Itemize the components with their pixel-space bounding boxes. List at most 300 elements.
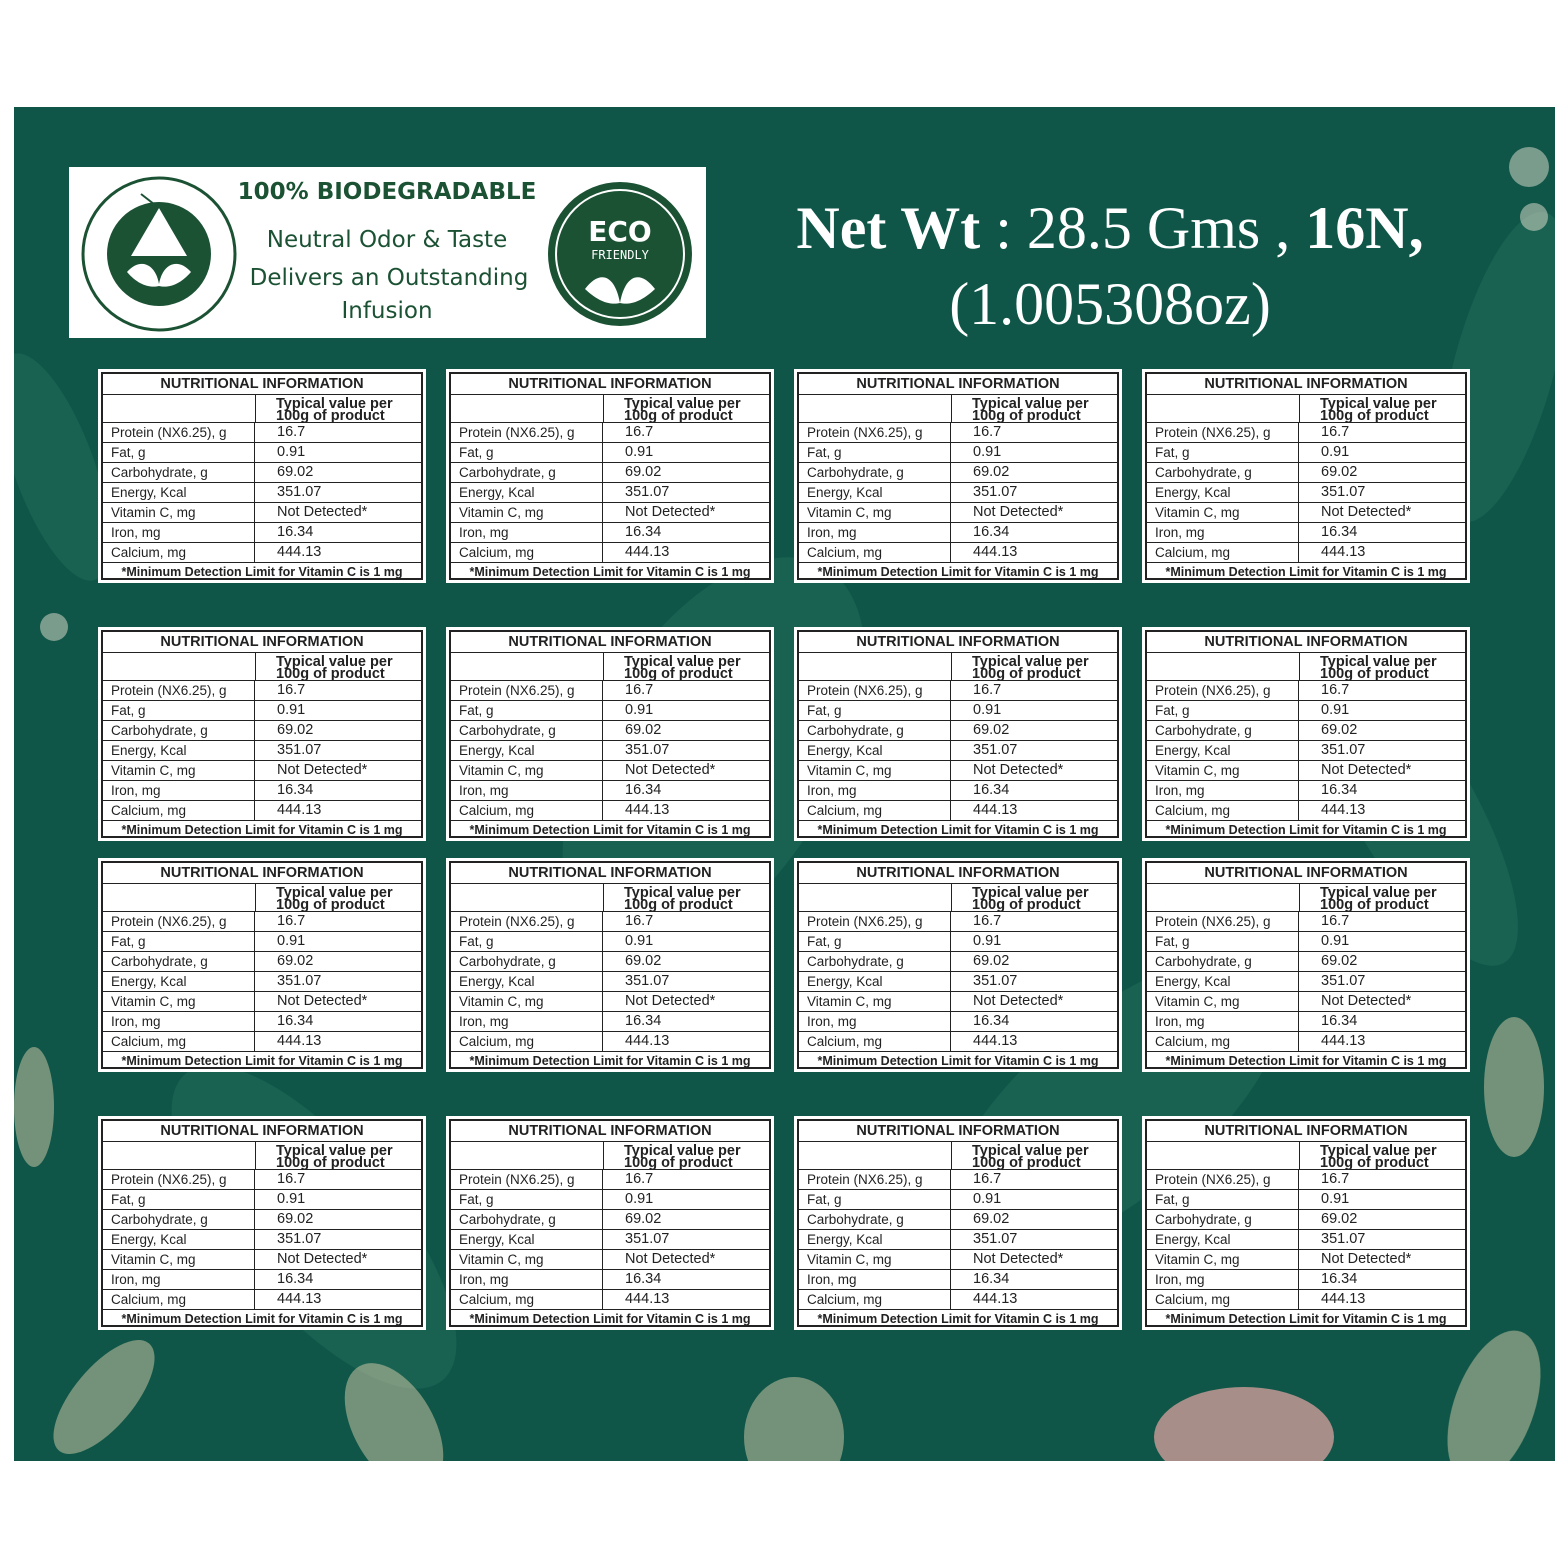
- nutrient-name: Vitamin C, mg: [799, 992, 951, 1011]
- nutrition-row: [799, 741, 1117, 761]
- nutrition-table: [1142, 369, 1470, 583]
- nutrition-row: [1147, 1190, 1465, 1210]
- nutrient-name: Fat, g: [451, 1190, 603, 1209]
- nutrition-row: [799, 701, 1117, 721]
- nutrition-row: [1147, 972, 1465, 992]
- nutrient-value: 16.34: [973, 1271, 1010, 1287]
- nutrition-column-header: Typical value per 100g of product: [972, 1143, 1089, 1171]
- nutrient-value: 69.02: [1321, 464, 1358, 480]
- nutrition-row: [1147, 423, 1465, 443]
- nutrient-value: 444.13: [625, 1291, 670, 1307]
- nutrition-footnote: *Minimum Detection Limit for Vitamin C is 1 mg: [817, 1054, 1099, 1068]
- nutrition-row: [1147, 1230, 1465, 1250]
- nutrition-footnote: *Minimum Detection Limit for Vitamin C is 1 mg: [817, 565, 1099, 579]
- nutrient-value: Not Detected*: [1321, 993, 1412, 1009]
- nutrition-row: [103, 912, 421, 932]
- nutrition-footnote: *Minimum Detection Limit for Vitamin C is 1 mg: [121, 823, 403, 837]
- nutrient-name: Energy, Kcal: [1147, 1230, 1299, 1249]
- nutrient-name: Energy, Kcal: [1147, 972, 1299, 991]
- nutrient-value: 0.91: [625, 933, 654, 949]
- nutrient-name: Vitamin C, mg: [799, 761, 951, 780]
- nutrient-name: Calcium, mg: [799, 1290, 951, 1309]
- nutrient-name: Vitamin C, mg: [799, 1250, 951, 1269]
- nutrition-table: [98, 627, 426, 841]
- nutrient-name: Carbohydrate, g: [799, 952, 951, 971]
- nutrition-row: [103, 701, 421, 721]
- nutrient-value: 69.02: [277, 722, 314, 738]
- nutrient-value: Not Detected*: [973, 993, 1064, 1009]
- nutrition-row: [103, 801, 421, 821]
- nutrition-column-header: Typical value per 100g of product: [1320, 654, 1437, 682]
- nutrient-name: Calcium, mg: [451, 543, 603, 562]
- nutrient-value: 444.13: [973, 802, 1018, 818]
- nutrient-name: Fat, g: [799, 1190, 951, 1209]
- nutrition-footnote: *Minimum Detection Limit for Vitamin C is 1 mg: [1165, 565, 1447, 579]
- nutrient-name: Carbohydrate, g: [451, 952, 603, 971]
- nutrition-title: NUTRITIONAL INFORMATION: [799, 863, 1117, 884]
- net-weight-label: Net Wt: [796, 195, 981, 261]
- nutrient-name: Protein (NX6.25), g: [1147, 423, 1299, 442]
- nutrient-name: Fat, g: [451, 443, 603, 462]
- nutrient-value: 16.7: [973, 913, 1002, 929]
- nutrition-column-header: Typical value per 100g of product: [624, 1143, 741, 1171]
- biodegradable-badge: [69, 167, 706, 338]
- nutrition-row: [451, 781, 769, 801]
- nutrient-name: Carbohydrate, g: [1147, 1210, 1299, 1229]
- nutrient-value: 0.91: [1321, 1191, 1350, 1207]
- nutrition-column-header: Typical value per 100g of product: [1320, 885, 1437, 913]
- nutrient-value: 444.13: [1321, 1033, 1366, 1049]
- nutrient-value: 351.07: [277, 973, 322, 989]
- nutrient-value: 0.91: [1321, 933, 1350, 949]
- nutrient-value: 351.07: [1321, 1231, 1366, 1247]
- nutrient-name: Protein (NX6.25), g: [451, 1170, 603, 1189]
- nutrition-row: [799, 543, 1117, 563]
- nutrient-name: Energy, Kcal: [799, 741, 951, 760]
- nutrient-name: Vitamin C, mg: [103, 503, 255, 522]
- nutrition-row: [103, 741, 421, 761]
- nutrient-value: 69.02: [625, 722, 662, 738]
- nutrient-name: Calcium, mg: [451, 801, 603, 820]
- nutrition-row: [451, 1230, 769, 1250]
- nutrition-row: [451, 483, 769, 503]
- nutrition-row: [451, 1270, 769, 1290]
- nutrition-row: [799, 1190, 1117, 1210]
- renewable-materials-seal-icon: [79, 174, 239, 334]
- nutrient-value: 16.7: [973, 424, 1002, 440]
- nutrition-row: [103, 1190, 421, 1210]
- nutrition-row: [1147, 1270, 1465, 1290]
- nutrition-row: [799, 423, 1117, 443]
- nutrition-title: NUTRITIONAL INFORMATION: [451, 863, 769, 884]
- nutrient-name: Fat, g: [799, 701, 951, 720]
- nutrient-name: Vitamin C, mg: [103, 761, 255, 780]
- nutrient-value: 351.07: [625, 742, 670, 758]
- nutrient-name: Vitamin C, mg: [1147, 503, 1299, 522]
- nutrient-name: Protein (NX6.25), g: [103, 681, 255, 700]
- nutrition-row: [451, 972, 769, 992]
- nutrition-row: [103, 1270, 421, 1290]
- nutrient-value: 0.91: [973, 1191, 1002, 1207]
- net-weight-ounces: (1.005308oz): [949, 271, 1271, 337]
- nutrient-value: 351.07: [973, 973, 1018, 989]
- nutrition-row: [1147, 681, 1465, 701]
- nutrient-name: Iron, mg: [103, 1012, 255, 1031]
- nutrient-value: 69.02: [973, 1211, 1010, 1227]
- nutrition-row: [1147, 483, 1465, 503]
- nutrition-row: [799, 721, 1117, 741]
- nutrient-value: 0.91: [277, 1191, 306, 1207]
- nutrient-value: 444.13: [625, 544, 670, 560]
- nutrient-name: Energy, Kcal: [451, 741, 603, 760]
- nutrient-value: 0.91: [625, 1191, 654, 1207]
- nutrient-value: 351.07: [973, 742, 1018, 758]
- nutrition-table: [446, 627, 774, 841]
- nutrition-row: [799, 761, 1117, 781]
- badge-line-1: Neutral Odor & Taste: [266, 227, 508, 253]
- nutrient-value: 16.7: [1321, 682, 1350, 698]
- nutrient-name: Protein (NX6.25), g: [799, 912, 951, 931]
- nutrient-name: Calcium, mg: [799, 543, 951, 562]
- badge-line-2: Delivers an Outstanding: [249, 265, 529, 291]
- nutrient-name: Energy, Kcal: [1147, 483, 1299, 502]
- nutrient-name: Iron, mg: [799, 781, 951, 800]
- nutrient-name: Protein (NX6.25), g: [799, 423, 951, 442]
- nutrition-table: [98, 369, 426, 583]
- nutrient-name: Iron, mg: [103, 781, 255, 800]
- nutrition-row: [103, 1250, 421, 1270]
- badge-line-3: Infusion: [341, 298, 433, 324]
- net-weight-count: 16N,: [1305, 195, 1424, 261]
- nutrient-name: Calcium, mg: [103, 1032, 255, 1051]
- nutrient-name: Energy, Kcal: [103, 483, 255, 502]
- nutrition-footnote: *Minimum Detection Limit for Vitamin C is 1 mg: [469, 565, 751, 579]
- nutrition-title: NUTRITIONAL INFORMATION: [103, 1121, 421, 1142]
- nutrition-row: [1147, 1032, 1465, 1052]
- nutrient-name: Carbohydrate, g: [799, 463, 951, 482]
- nutrient-value: Not Detected*: [277, 504, 368, 520]
- nutrient-value: 16.7: [625, 1171, 654, 1187]
- nutrient-name: Iron, mg: [451, 781, 603, 800]
- nutrient-value: 0.91: [973, 702, 1002, 718]
- nutrient-value: 16.7: [277, 682, 306, 698]
- nutrient-value: 69.02: [277, 953, 314, 969]
- nutrition-row: [103, 1210, 421, 1230]
- nutrient-name: Iron, mg: [799, 1270, 951, 1289]
- nutrition-row: [799, 1290, 1117, 1310]
- nutrient-name: Vitamin C, mg: [799, 503, 951, 522]
- nutrient-value: Not Detected*: [1321, 504, 1412, 520]
- nutrient-name: Energy, Kcal: [103, 1230, 255, 1249]
- nutrient-value: 444.13: [973, 1291, 1018, 1307]
- nutrition-column-header: Typical value per 100g of product: [972, 885, 1089, 913]
- nutrient-value: 16.7: [277, 424, 306, 440]
- nutrition-title: NUTRITIONAL INFORMATION: [1147, 632, 1465, 653]
- nutrient-name: Fat, g: [1147, 443, 1299, 462]
- nutrition-row: [1147, 523, 1465, 543]
- nutrient-name: Carbohydrate, g: [1147, 952, 1299, 971]
- nutrient-value: 444.13: [625, 1033, 670, 1049]
- nutrient-value: 16.34: [277, 782, 314, 798]
- nutrient-name: Energy, Kcal: [1147, 741, 1299, 760]
- nutrition-row: [451, 912, 769, 932]
- nutrient-value: 444.13: [625, 802, 670, 818]
- nutrient-name: Carbohydrate, g: [103, 1210, 255, 1229]
- nutrient-name: Calcium, mg: [1147, 801, 1299, 820]
- nutrient-name: Fat, g: [103, 1190, 255, 1209]
- nutrition-row: [1147, 781, 1465, 801]
- nutrition-row: [799, 1210, 1117, 1230]
- nutrition-footnote: *Minimum Detection Limit for Vitamin C is 1 mg: [817, 1312, 1099, 1326]
- nutrition-row: [799, 443, 1117, 463]
- nutrition-footnote: *Minimum Detection Limit for Vitamin C is 1 mg: [469, 1054, 751, 1068]
- nutrient-value: 69.02: [1321, 1211, 1358, 1227]
- nutrient-name: Carbohydrate, g: [451, 463, 603, 482]
- nutrition-table: [794, 1116, 1122, 1330]
- nutrient-name: Protein (NX6.25), g: [103, 912, 255, 931]
- nutrient-name: Iron, mg: [451, 1270, 603, 1289]
- nutrition-row: [451, 992, 769, 1012]
- nutrition-row: [103, 781, 421, 801]
- nutrient-value: 16.7: [1321, 913, 1350, 929]
- nutrient-name: Iron, mg: [1147, 523, 1299, 542]
- nutrient-value: Not Detected*: [973, 1251, 1064, 1267]
- nutrient-name: Iron, mg: [451, 523, 603, 542]
- nutrient-name: Energy, Kcal: [103, 972, 255, 991]
- nutrition-table: [98, 1116, 426, 1330]
- nutrient-value: 16.34: [1321, 524, 1358, 540]
- nutrient-value: 0.91: [277, 702, 306, 718]
- nutrient-value: 351.07: [973, 484, 1018, 500]
- nutrient-value: 351.07: [277, 1231, 322, 1247]
- nutrition-row: [799, 483, 1117, 503]
- nutrient-value: 444.13: [277, 1291, 322, 1307]
- nutrition-row: [1147, 932, 1465, 952]
- nutrition-row: [799, 523, 1117, 543]
- nutrition-row: [103, 503, 421, 523]
- nutrition-footnote: *Minimum Detection Limit for Vitamin C is 1 mg: [121, 1054, 403, 1068]
- nutrient-value: 69.02: [1321, 722, 1358, 738]
- nutrition-column-header: Typical value per 100g of product: [624, 396, 741, 424]
- nutrition-column-header: Typical value per 100g of product: [624, 885, 741, 913]
- nutrition-row: [103, 1032, 421, 1052]
- nutrient-value: 444.13: [1321, 1291, 1366, 1307]
- nutrient-value: 444.13: [277, 1033, 322, 1049]
- nutrient-name: Calcium, mg: [451, 1032, 603, 1051]
- nutrition-row: [799, 681, 1117, 701]
- nutrition-row: [1147, 721, 1465, 741]
- nutrition-row: [799, 912, 1117, 932]
- nutrient-value: 16.34: [277, 1271, 314, 1287]
- nutrition-row: [451, 1170, 769, 1190]
- nutrition-footnote: *Minimum Detection Limit for Vitamin C is 1 mg: [121, 1312, 403, 1326]
- nutrition-row: [451, 701, 769, 721]
- nutrition-title: NUTRITIONAL INFORMATION: [103, 374, 421, 395]
- nutrient-name: Calcium, mg: [799, 1032, 951, 1051]
- nutrient-name: Iron, mg: [103, 523, 255, 542]
- nutrient-name: Carbohydrate, g: [799, 721, 951, 740]
- nutrient-value: 0.91: [1321, 702, 1350, 718]
- nutrition-row: [451, 443, 769, 463]
- nutrient-name: Iron, mg: [799, 1012, 951, 1031]
- nutrient-name: Protein (NX6.25), g: [451, 912, 603, 931]
- nutrient-value: 16.34: [973, 524, 1010, 540]
- nutrition-row: [799, 972, 1117, 992]
- nutrition-row: [1147, 761, 1465, 781]
- nutrition-row: [1147, 463, 1465, 483]
- nutrition-table: [794, 858, 1122, 1072]
- nutrient-value: Not Detected*: [625, 993, 716, 1009]
- nutrition-row: [451, 1250, 769, 1270]
- nutrition-row: [799, 992, 1117, 1012]
- nutrition-row: [103, 972, 421, 992]
- nutrient-value: Not Detected*: [973, 504, 1064, 520]
- nutrition-row: [103, 761, 421, 781]
- nutrition-column-header: Typical value per 100g of product: [624, 654, 741, 682]
- nutrition-row: [103, 483, 421, 503]
- nutrient-value: 444.13: [1321, 802, 1366, 818]
- nutrition-row: [451, 761, 769, 781]
- nutrient-name: Carbohydrate, g: [1147, 721, 1299, 740]
- nutrient-value: 16.7: [973, 1171, 1002, 1187]
- nutrition-row: [451, 1032, 769, 1052]
- nutrient-name: Iron, mg: [451, 1012, 603, 1031]
- nutrition-title: NUTRITIONAL INFORMATION: [451, 1121, 769, 1142]
- nutrient-value: Not Detected*: [625, 504, 716, 520]
- nutrition-row: [451, 423, 769, 443]
- nutrition-row: [451, 1290, 769, 1310]
- nutrient-value: Not Detected*: [625, 1251, 716, 1267]
- nutrition-title: NUTRITIONAL INFORMATION: [103, 632, 421, 653]
- nutrient-value: 0.91: [973, 444, 1002, 460]
- nutrient-value: 444.13: [973, 1033, 1018, 1049]
- nutrition-row: [1147, 1170, 1465, 1190]
- nutrient-value: 16.34: [1321, 782, 1358, 798]
- nutrient-value: 351.07: [1321, 973, 1366, 989]
- nutrition-table: [446, 858, 774, 1072]
- nutrition-table: [794, 627, 1122, 841]
- nutrition-row: [451, 932, 769, 952]
- nutrition-column-header: Typical value per 100g of product: [1320, 396, 1437, 424]
- nutrition-row: [1147, 741, 1465, 761]
- nutrient-value: 69.02: [625, 1211, 662, 1227]
- nutrition-row: [1147, 801, 1465, 821]
- nutrient-value: 0.91: [277, 444, 306, 460]
- nutrient-value: 351.07: [625, 484, 670, 500]
- nutrition-row: [103, 721, 421, 741]
- eco-seal-subtext: FRIENDLY: [591, 248, 649, 262]
- nutrient-name: Vitamin C, mg: [451, 992, 603, 1011]
- nutrient-name: Iron, mg: [1147, 781, 1299, 800]
- nutrition-row: [799, 1250, 1117, 1270]
- nutrient-name: Carbohydrate, g: [451, 721, 603, 740]
- nutrient-name: Fat, g: [1147, 932, 1299, 951]
- nutrient-name: Calcium, mg: [799, 801, 951, 820]
- nutrient-name: Vitamin C, mg: [1147, 761, 1299, 780]
- eco-seal-text: ECO: [588, 215, 652, 248]
- nutrition-footnote: *Minimum Detection Limit for Vitamin C is 1 mg: [1165, 823, 1447, 837]
- nutrient-value: 16.7: [973, 682, 1002, 698]
- nutrient-name: Protein (NX6.25), g: [451, 681, 603, 700]
- nutrition-title: NUTRITIONAL INFORMATION: [1147, 374, 1465, 395]
- nutrition-title: NUTRITIONAL INFORMATION: [1147, 1121, 1465, 1142]
- nutrition-row: [1147, 443, 1465, 463]
- nutrient-value: 69.02: [973, 953, 1010, 969]
- nutrient-name: Protein (NX6.25), g: [1147, 681, 1299, 700]
- nutrient-name: Protein (NX6.25), g: [103, 1170, 255, 1189]
- nutrient-name: Carbohydrate, g: [1147, 463, 1299, 482]
- nutrient-name: Calcium, mg: [451, 1290, 603, 1309]
- nutrient-value: 16.34: [625, 782, 662, 798]
- nutrient-value: Not Detected*: [1321, 762, 1412, 778]
- nutrient-name: Fat, g: [1147, 701, 1299, 720]
- nutrition-row: [451, 1210, 769, 1230]
- nutrition-column-header: Typical value per 100g of product: [276, 654, 393, 682]
- nutrient-name: Fat, g: [103, 443, 255, 462]
- nutrient-value: 16.34: [277, 1013, 314, 1029]
- nutrient-name: Carbohydrate, g: [799, 1210, 951, 1229]
- nutrient-value: 444.13: [277, 544, 322, 560]
- nutrient-name: Carbohydrate, g: [451, 1210, 603, 1229]
- nutrient-name: Carbohydrate, g: [103, 463, 255, 482]
- nutrient-value: Not Detected*: [973, 762, 1064, 778]
- nutrient-value: 351.07: [625, 1231, 670, 1247]
- nutrient-value: 16.34: [625, 1271, 662, 1287]
- nutrient-value: 69.02: [973, 722, 1010, 738]
- nutrition-table: [446, 369, 774, 583]
- nutrient-name: Iron, mg: [1147, 1012, 1299, 1031]
- nutrient-value: 16.7: [277, 913, 306, 929]
- nutrition-row: [1147, 543, 1465, 563]
- nutrition-column-header: Typical value per 100g of product: [972, 654, 1089, 682]
- nutrition-footnote: *Minimum Detection Limit for Vitamin C is 1 mg: [1165, 1312, 1447, 1326]
- nutrition-footnote: *Minimum Detection Limit for Vitamin C is 1 mg: [121, 565, 403, 579]
- nutrition-column-header: Typical value per 100g of product: [276, 396, 393, 424]
- nutrient-value: 444.13: [973, 544, 1018, 560]
- nutrient-name: Energy, Kcal: [451, 972, 603, 991]
- nutrient-value: 16.34: [973, 1013, 1010, 1029]
- nutrition-row: [103, 1230, 421, 1250]
- nutrient-value: 0.91: [625, 702, 654, 718]
- nutrition-row: [1147, 1210, 1465, 1230]
- net-weight: [740, 190, 1480, 342]
- nutrient-value: 16.7: [625, 424, 654, 440]
- nutrition-row: [451, 503, 769, 523]
- nutrient-name: Fat, g: [1147, 1190, 1299, 1209]
- nutrient-value: 16.7: [277, 1171, 306, 1187]
- nutrition-table: [446, 1116, 774, 1330]
- nutrient-value: 351.07: [277, 742, 322, 758]
- nutrient-name: Protein (NX6.25), g: [799, 681, 951, 700]
- nutrition-row: [1147, 952, 1465, 972]
- nutrient-value: 69.02: [973, 464, 1010, 480]
- nutrient-value: 16.34: [625, 1013, 662, 1029]
- nutrition-row: [1147, 912, 1465, 932]
- nutrient-value: 16.34: [625, 524, 662, 540]
- nutrition-row: [451, 741, 769, 761]
- nutrition-title: NUTRITIONAL INFORMATION: [451, 632, 769, 653]
- nutrient-name: Energy, Kcal: [799, 972, 951, 991]
- nutrition-row: [451, 543, 769, 563]
- nutrient-name: Vitamin C, mg: [451, 1250, 603, 1269]
- nutrient-name: Calcium, mg: [103, 1290, 255, 1309]
- nutrient-name: Protein (NX6.25), g: [103, 423, 255, 442]
- nutrition-table: [1142, 1116, 1470, 1330]
- nutrient-name: Iron, mg: [103, 1270, 255, 1289]
- nutrient-name: Vitamin C, mg: [451, 761, 603, 780]
- net-weight-amount: 28.5 Gms ,: [1026, 195, 1291, 261]
- nutrient-value: 444.13: [277, 802, 322, 818]
